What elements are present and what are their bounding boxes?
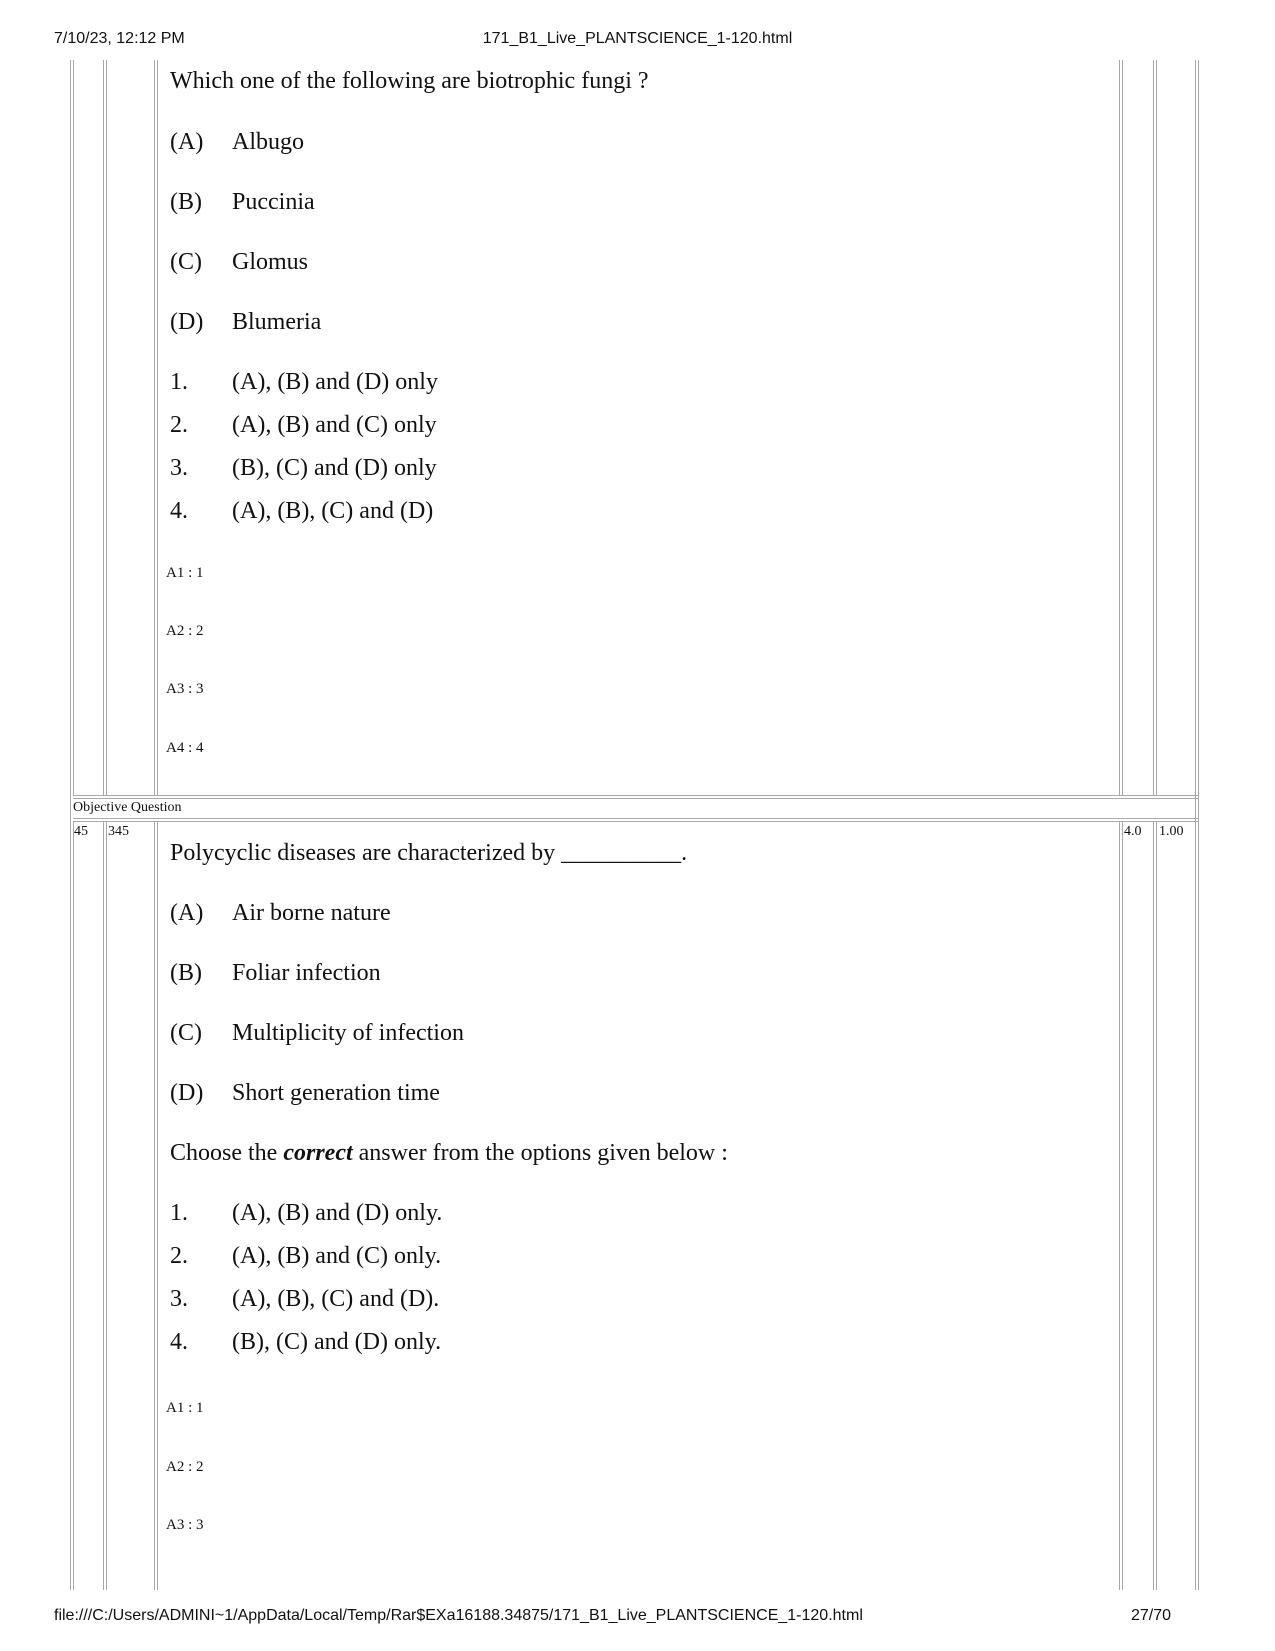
page-number: 27/70 <box>1130 1607 1171 1624</box>
section-label: Objective Question <box>73 800 182 815</box>
answer-a3: A3 : 3 <box>166 681 204 697</box>
question-stem: Which one of the following are biotrophic fungi ? <box>170 68 649 94</box>
question-stem: Polycyclic diseases are characterized by __________. <box>170 840 688 866</box>
answer-a2: A2 : 2 <box>166 1459 204 1475</box>
question-serial: 45 <box>74 824 88 839</box>
question-marks: 4.0 <box>1124 824 1142 839</box>
instruction: Choose the correct answer from the options given below : <box>170 1140 728 1166</box>
answer-a1: A1 : 1 <box>166 1400 204 1416</box>
print-datetime: 7/10/23, 12:12 PM <box>54 30 185 47</box>
print-file-path: file:///C:/Users/ADMINI~1/AppData/Local/Temp/Rar$EXa16188.34875/171_B1_Live_PLANTSCIENCE_1-120.html <box>54 1607 863 1624</box>
negative-marks: 1.00 <box>1159 824 1184 839</box>
answer-a3: A3 : 3 <box>166 1517 204 1533</box>
answer-a4: A4 : 4 <box>166 740 204 756</box>
print-title: 171_B1_Live_PLANTSCIENCE_1-120.html <box>482 30 793 47</box>
answer-a2: A2 : 2 <box>166 623 204 639</box>
question-id: 345 <box>108 824 129 839</box>
answer-a1: A1 : 1 <box>166 565 204 581</box>
